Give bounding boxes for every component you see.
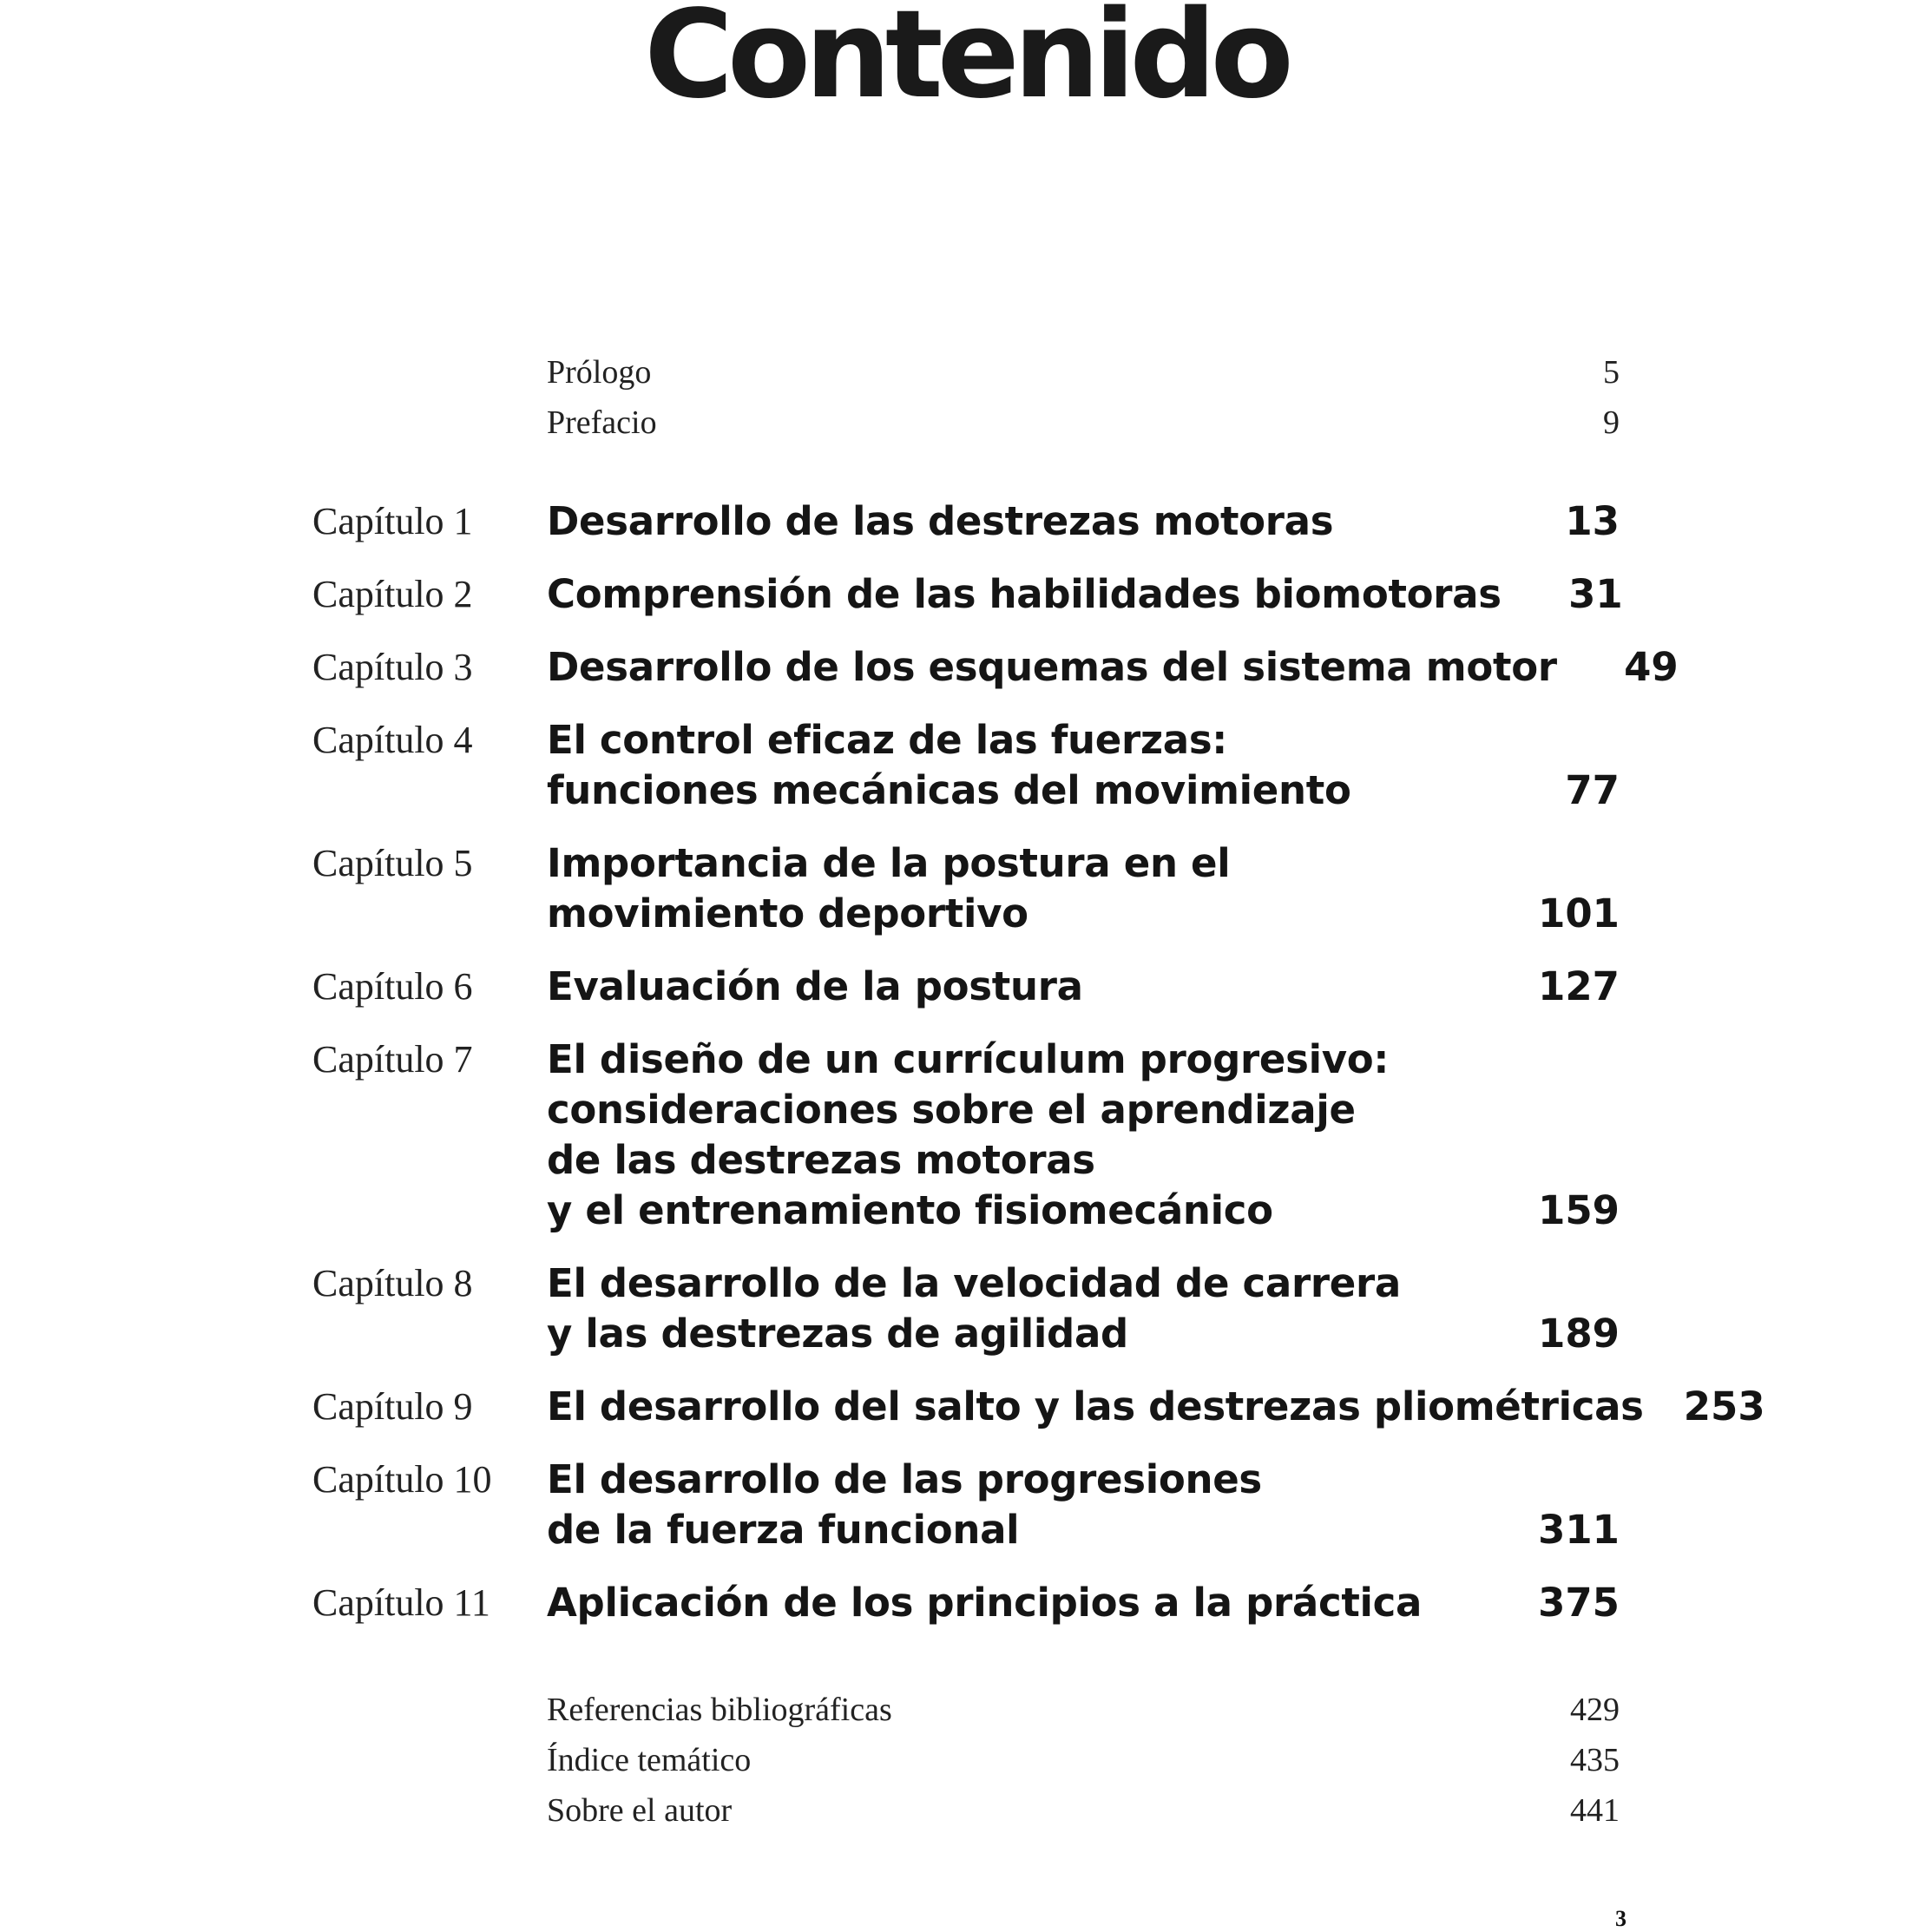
chapter-title-line: El diseño de un currículum progresivo: xyxy=(547,1036,1390,1082)
chapter-title xyxy=(547,1035,1498,1236)
chapter-title xyxy=(547,496,1498,547)
chapter-entry[interactable] xyxy=(312,642,1679,693)
chapter-title-line: Evaluación de la postura xyxy=(547,963,1083,1009)
toc-entry-page: 435 xyxy=(1570,1742,1620,1778)
back-matter-list xyxy=(547,1689,1620,1840)
chapter-title-line: El desarrollo del salto y las destrezas pliométricas xyxy=(547,1383,1644,1429)
chapter-page: 189 xyxy=(1538,1311,1620,1357)
chapter-entry[interactable] xyxy=(312,1578,1620,1628)
chapter-number: Capítulo 5 xyxy=(312,842,473,884)
toc-entry-label: Sobre el autor xyxy=(547,1792,733,1829)
chapter-title xyxy=(547,715,1498,816)
chapter-title-line: Desarrollo de las destrezas motoras xyxy=(547,498,1334,544)
chapter-number: Capítulo 3 xyxy=(312,646,473,688)
chapter-page: 31 xyxy=(1568,571,1623,617)
page-number: 3 xyxy=(1615,1906,1626,1931)
chapter-list xyxy=(312,496,1765,1651)
chapter-entry[interactable] xyxy=(312,715,1620,816)
chapter-page: 159 xyxy=(1538,1187,1620,1233)
chapter-number: Capítulo 11 xyxy=(312,1581,490,1624)
chapter-entry[interactable] xyxy=(312,1258,1620,1359)
chapter-title xyxy=(547,642,1557,693)
chapter-number: Capítulo 8 xyxy=(312,1262,473,1304)
toc-entry-page: 9 xyxy=(1603,404,1620,441)
page-title: Contenido xyxy=(644,0,1288,126)
chapter-entry[interactable] xyxy=(312,496,1620,547)
chapter-title-line: de las destrezas motoras xyxy=(547,1137,1095,1183)
chapter-number: Capítulo 1 xyxy=(312,500,473,542)
chapter-page: 49 xyxy=(1624,644,1679,690)
chapter-title-line: El desarrollo de la velocidad de carrera xyxy=(547,1260,1401,1306)
chapter-page: 311 xyxy=(1538,1507,1620,1553)
chapter-number: Capítulo 4 xyxy=(312,719,473,761)
chapter-page: 253 xyxy=(1683,1383,1765,1429)
toc-entry-page: 441 xyxy=(1570,1792,1620,1829)
chapter-page: 375 xyxy=(1538,1580,1620,1626)
toc-entry[interactable] xyxy=(547,352,1620,402)
toc-entry[interactable] xyxy=(547,1689,1620,1739)
chapter-page: 77 xyxy=(1565,767,1620,813)
chapter-title-line: El control eficaz de las fuerzas: xyxy=(547,717,1227,763)
toc-entry[interactable] xyxy=(547,1790,1620,1840)
chapter-title xyxy=(547,1455,1498,1555)
chapter-number: Capítulo 6 xyxy=(312,965,473,1008)
toc-entry-page: 429 xyxy=(1570,1692,1620,1728)
toc-entry-label: Prefacio xyxy=(547,404,657,441)
toc-entry[interactable] xyxy=(547,402,1620,452)
chapter-title-line: consideraciones sobre el aprendizaje xyxy=(547,1087,1356,1133)
chapter-number: Capítulo 2 xyxy=(312,573,473,615)
chapter-entry[interactable] xyxy=(312,1382,1765,1432)
toc-entry-label: Índice temático xyxy=(547,1742,752,1778)
chapter-title xyxy=(547,569,1502,620)
chapter-title-line: Comprensión de las habilidades biomotoras xyxy=(547,571,1502,617)
chapter-title xyxy=(547,1382,1644,1432)
chapter-entry[interactable] xyxy=(312,569,1623,620)
chapter-title-line: funciones mecánicas del movimiento xyxy=(547,767,1351,813)
chapter-title-line: Aplicación de los principios a la práctica xyxy=(547,1580,1423,1626)
chapter-page: 13 xyxy=(1565,498,1620,544)
chapter-number: Capítulo 9 xyxy=(312,1385,473,1428)
chapter-page: 127 xyxy=(1538,963,1620,1009)
chapter-title-line: El desarrollo de las progresiones xyxy=(547,1456,1262,1502)
chapter-title xyxy=(547,838,1498,939)
chapter-title xyxy=(547,1258,1498,1359)
toc-entry-label: Prólogo xyxy=(547,354,652,391)
chapter-number: Capítulo 10 xyxy=(312,1458,492,1501)
chapter-title-line: Desarrollo de los esquemas del sistema motor xyxy=(547,644,1557,690)
chapter-entry[interactable] xyxy=(312,1035,1620,1236)
chapter-title-line: y el entrenamiento fisiomecánico xyxy=(547,1187,1273,1233)
chapter-title-line: Importancia de la postura en el xyxy=(547,840,1231,886)
chapter-title xyxy=(547,962,1498,1012)
toc-entry[interactable] xyxy=(547,1739,1620,1790)
chapter-title-line: movimiento deportivo xyxy=(547,890,1028,936)
toc-entry-page: 5 xyxy=(1603,354,1620,391)
front-matter-list xyxy=(547,352,1620,452)
toc-entry-label: Referencias bibliográficas xyxy=(547,1692,892,1728)
chapter-number: Capítulo 7 xyxy=(312,1038,473,1081)
chapter-page: 101 xyxy=(1538,890,1620,936)
chapter-entry[interactable] xyxy=(312,838,1620,939)
chapter-title-line: y las destrezas de agilidad xyxy=(547,1311,1128,1357)
chapter-entry[interactable] xyxy=(312,962,1620,1012)
chapter-title-line: de la fuerza funcional xyxy=(547,1507,1020,1553)
chapter-entry[interactable] xyxy=(312,1455,1620,1555)
chapter-title xyxy=(547,1578,1498,1628)
